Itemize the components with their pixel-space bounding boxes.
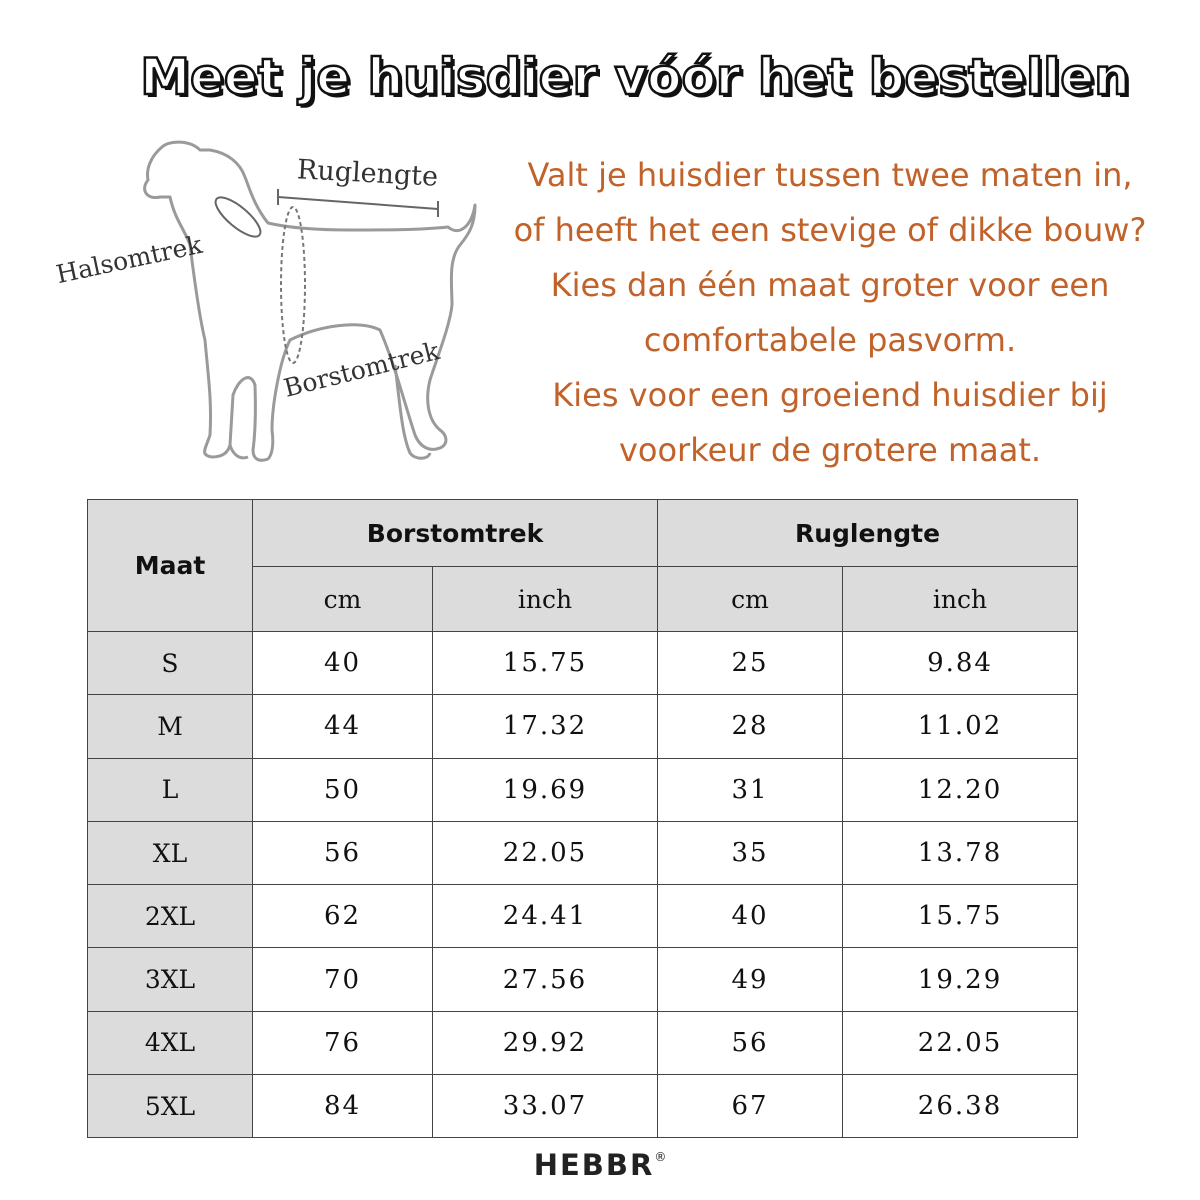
- back-inch-cell: 11.02: [843, 695, 1078, 758]
- back-inch-cell: 13.78: [843, 821, 1078, 884]
- size-cell: 2XL: [88, 885, 253, 948]
- brand-name: HEBBR: [533, 1148, 655, 1182]
- chest-inch-cell: 29.92: [433, 1011, 658, 1074]
- chest-inch-cell: 15.75: [433, 632, 658, 695]
- back-cm-cell: 35: [658, 821, 843, 884]
- unit-header: cm: [658, 567, 843, 632]
- chest-label: Borstomtrek: [280, 336, 443, 403]
- back-cm-cell: 56: [658, 1011, 843, 1074]
- advice-line: Kies voor een groeiend huisdier bij: [552, 376, 1108, 414]
- table-row: [88, 821, 1078, 884]
- size-cell: 4XL: [88, 1011, 253, 1074]
- chest-inch-cell: 27.56: [433, 948, 658, 1011]
- size-cell: M: [88, 695, 253, 758]
- chest-cm-cell: 56: [253, 821, 433, 884]
- unit-header: inch: [843, 567, 1078, 632]
- chest-inch-cell: 17.32: [433, 695, 658, 758]
- back-length-group-header: Ruglengte: [658, 500, 1078, 567]
- table-row: [88, 1011, 1078, 1074]
- back-inch-cell: 12.20: [843, 758, 1078, 821]
- chest-cm-cell: 44: [253, 695, 433, 758]
- size-column-header: Maat: [88, 500, 253, 632]
- neck-label: Halsomtrek: [53, 229, 205, 290]
- back-cm-cell: 67: [658, 1075, 843, 1138]
- advice-line: Kies dan één maat groter voor een: [550, 266, 1110, 304]
- size-cell: 3XL: [88, 948, 253, 1011]
- table-row: [88, 1075, 1078, 1138]
- chest-cm-cell: 62: [253, 885, 433, 948]
- back-cm-cell: 28: [658, 695, 843, 758]
- size-cell: L: [88, 758, 253, 821]
- advice-line: voorkeur de grotere maat.: [618, 431, 1042, 469]
- chest-cm-cell: 70: [253, 948, 433, 1011]
- chest-cm-cell: 76: [253, 1011, 433, 1074]
- back-inch-cell: 22.05: [843, 1011, 1078, 1074]
- back-cm-cell: 49: [658, 948, 843, 1011]
- back-inch-cell: 15.75: [843, 885, 1078, 948]
- chest-inch-cell: 19.69: [433, 758, 658, 821]
- size-cell: XL: [88, 821, 253, 884]
- advice-line: comfortabele pasvorm.: [643, 321, 1017, 359]
- chest-cm-cell: 40: [253, 632, 433, 695]
- back-cm-cell: 25: [658, 632, 843, 695]
- back-inch-cell: 26.38: [843, 1075, 1078, 1138]
- back-inch-cell: 19.29: [843, 948, 1078, 1011]
- back-cm-cell: 40: [658, 885, 843, 948]
- table-row: [88, 948, 1078, 1011]
- table-row: [88, 695, 1078, 758]
- back-length-label: Ruglengte: [296, 154, 439, 193]
- size-table: [87, 499, 1078, 1138]
- table-row: [88, 758, 1078, 821]
- chest-cm-cell: 50: [253, 758, 433, 821]
- page-title: Meet je huisdier vóór het bestellen: [140, 48, 1130, 106]
- chest-cm-cell: 84: [253, 1075, 433, 1138]
- advice-line: of heeft het een stevige of dikke bouw?: [513, 211, 1147, 249]
- table-row: [88, 885, 1078, 948]
- advice-line: Valt je huisdier tussen twee maten in,: [527, 156, 1133, 194]
- back-cm-cell: 31: [658, 758, 843, 821]
- unit-header: cm: [253, 567, 433, 632]
- registered-mark: ®: [654, 1150, 667, 1164]
- chest-inch-cell: 33.07: [433, 1075, 658, 1138]
- brand-logo: [0, 1148, 1200, 1182]
- size-cell: S: [88, 632, 253, 695]
- unit-header: inch: [433, 567, 658, 632]
- chest-group-header: Borstomtrek: [253, 500, 658, 567]
- size-cell: 5XL: [88, 1075, 253, 1138]
- chest-inch-cell: 24.41: [433, 885, 658, 948]
- back-inch-cell: 9.84: [843, 632, 1078, 695]
- chest-inch-cell: 22.05: [433, 821, 658, 884]
- sizing-advice: [505, 148, 1155, 478]
- table-row: [88, 632, 1078, 695]
